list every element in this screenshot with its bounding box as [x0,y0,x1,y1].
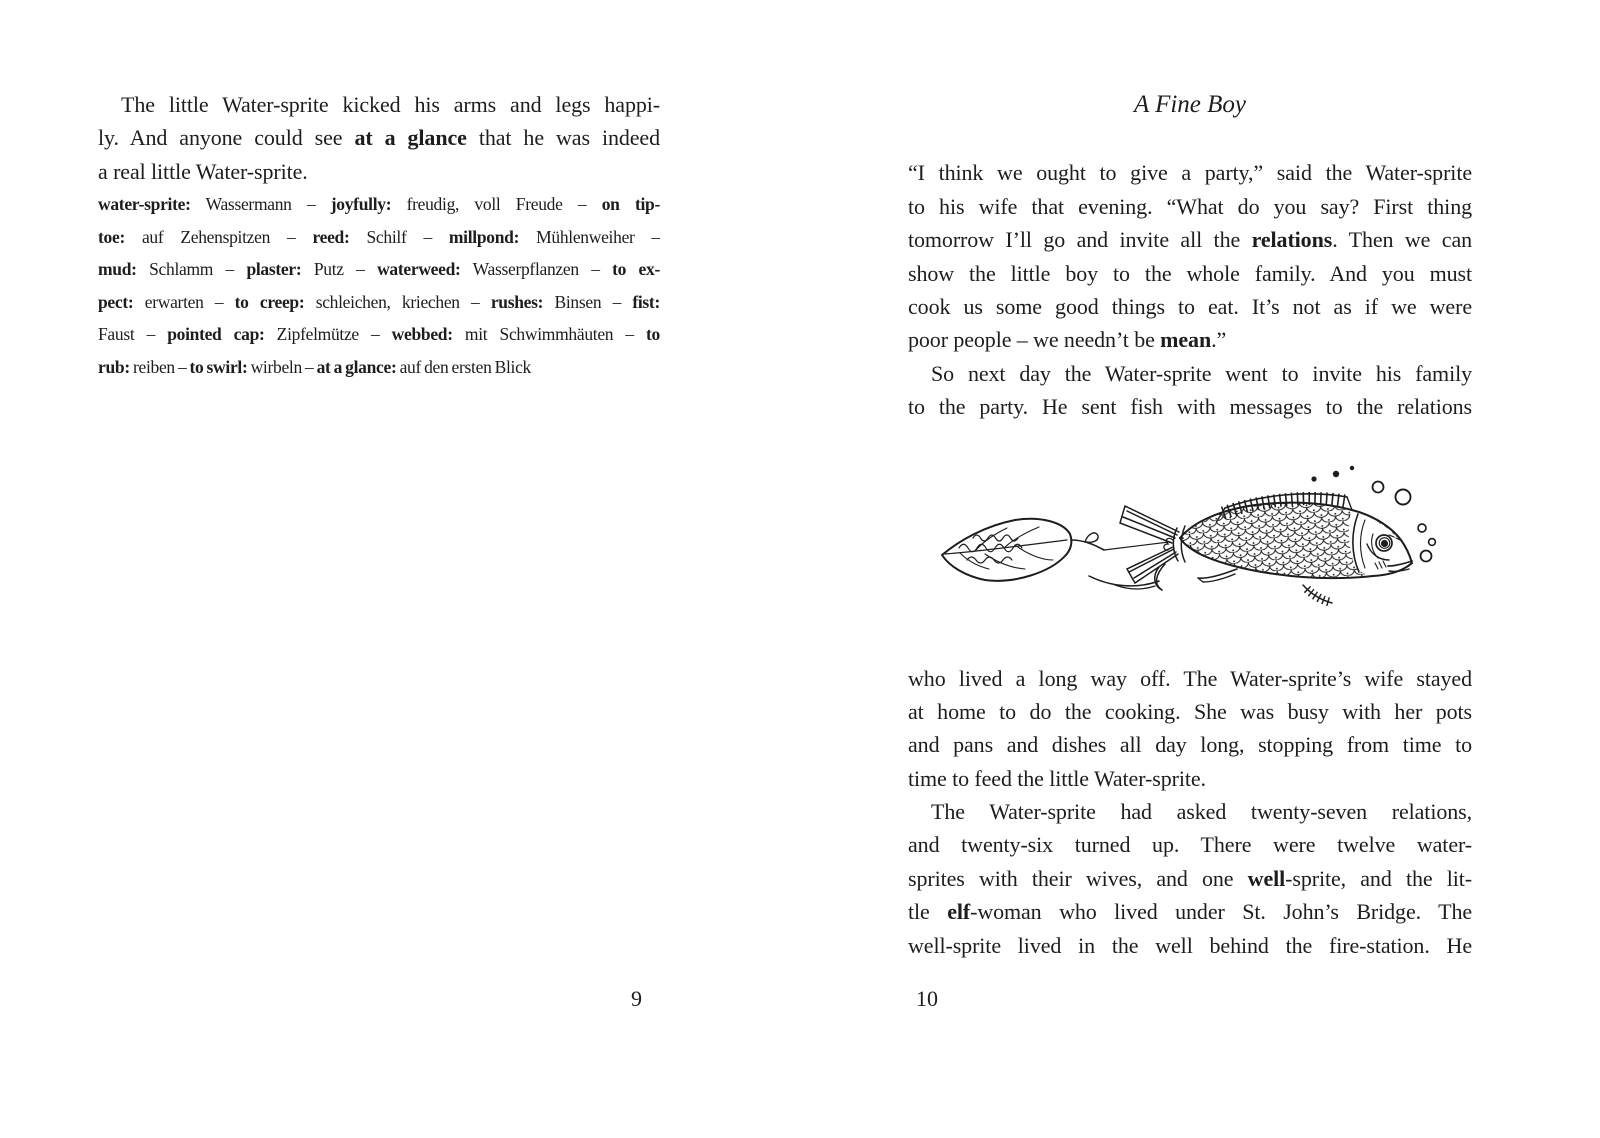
text-line: tomorrow I’ll go and invite all the relations. Then we can [908,227,1472,253]
text-line: The Water-sprite had asked twenty-seven relations, [931,799,1472,825]
chapter-title: A Fine Boy [1134,91,1246,118]
text-line: time to feed the little Water-sprite. [908,765,1206,791]
text-line: tle elf-woman who lived under St. John’s Bridge. The [908,899,1472,925]
story-paragraph-1 [908,156,1472,356]
story-paragraph-2 [908,357,1472,424]
text-line: a real little Water-sprite. [98,158,308,184]
vocabulary-block [98,188,660,383]
text-line: cook us some good things to eat. It’s not as if we were [908,293,1472,319]
text-line: well-sprite lived in the well behind the fire-station. He [908,932,1472,958]
text-line: to the party. He sent fish with messages to the relations [908,394,1472,420]
text-line: who lived a long way off. The Water-sprite’s wife stayed [908,665,1472,691]
story-paragraph-4 [908,795,1472,962]
tow-line [1071,533,1173,550]
fish-illustration-svg [915,448,1475,618]
water-wave [1089,576,1159,589]
text-line: So next day the Water-sprite went to invite his family [931,360,1472,386]
text-line: and twenty-six turned up. There were twelve water- [908,832,1472,858]
opening-paragraph [98,88,660,188]
text-line: “I think we ought to give a party,” said the Water-sprite [908,160,1472,186]
page-number-right: 10 [916,986,938,1011]
vocab-line: mud: Schlamm – plaster: Putz – waterweed: Wasserpflanzen – to ex- [98,259,660,280]
vocab-line: water-sprite: Wassermann – joyfully: freudig, voll Freude – on tip- [98,194,660,215]
text-line: The little Water-sprite kicked his arms and legs happi- [121,92,660,117]
text-line: ly. And anyone could see at a glance that he was indeed [98,125,660,151]
text-line: poor people – we needn’t be mean.” [908,327,1227,353]
text-line: sprites with their wives, and one well-sprite, and the lit- [908,865,1472,891]
text-line: to his wife that evening. “What do you say? First thing [908,193,1472,219]
text-line: and pans and dishes all day long, stopping from time to [908,732,1472,758]
story-paragraph-3 [908,662,1472,796]
text-line: show the little boy to the whole family. And you must [908,260,1472,286]
page-left [98,88,660,383]
vocab-line: Faust – pointed cap: Zipfelmütze – webbed: mit Schwimmhäuten – to [98,324,660,345]
fish-illustration [915,448,1475,618]
page-number-left: 9 [631,986,642,1011]
tail-fin [1120,506,1179,590]
vocab-line: rub: reiben – to swirl: wirbeln – at a glance: auf den ersten Blick [98,356,532,377]
leaf-with-message [942,519,1071,581]
vocab-line: toe: auf Zehenspitzen – reed: Schilf – millpond: Mühlenweiher – [98,226,660,247]
vocab-line: pect: erwarten – to creep: schleichen, kriechen – rushes: Binsen – fist: [98,291,660,312]
text-line: at home to do the cooking. She was busy with her pots [908,698,1472,724]
